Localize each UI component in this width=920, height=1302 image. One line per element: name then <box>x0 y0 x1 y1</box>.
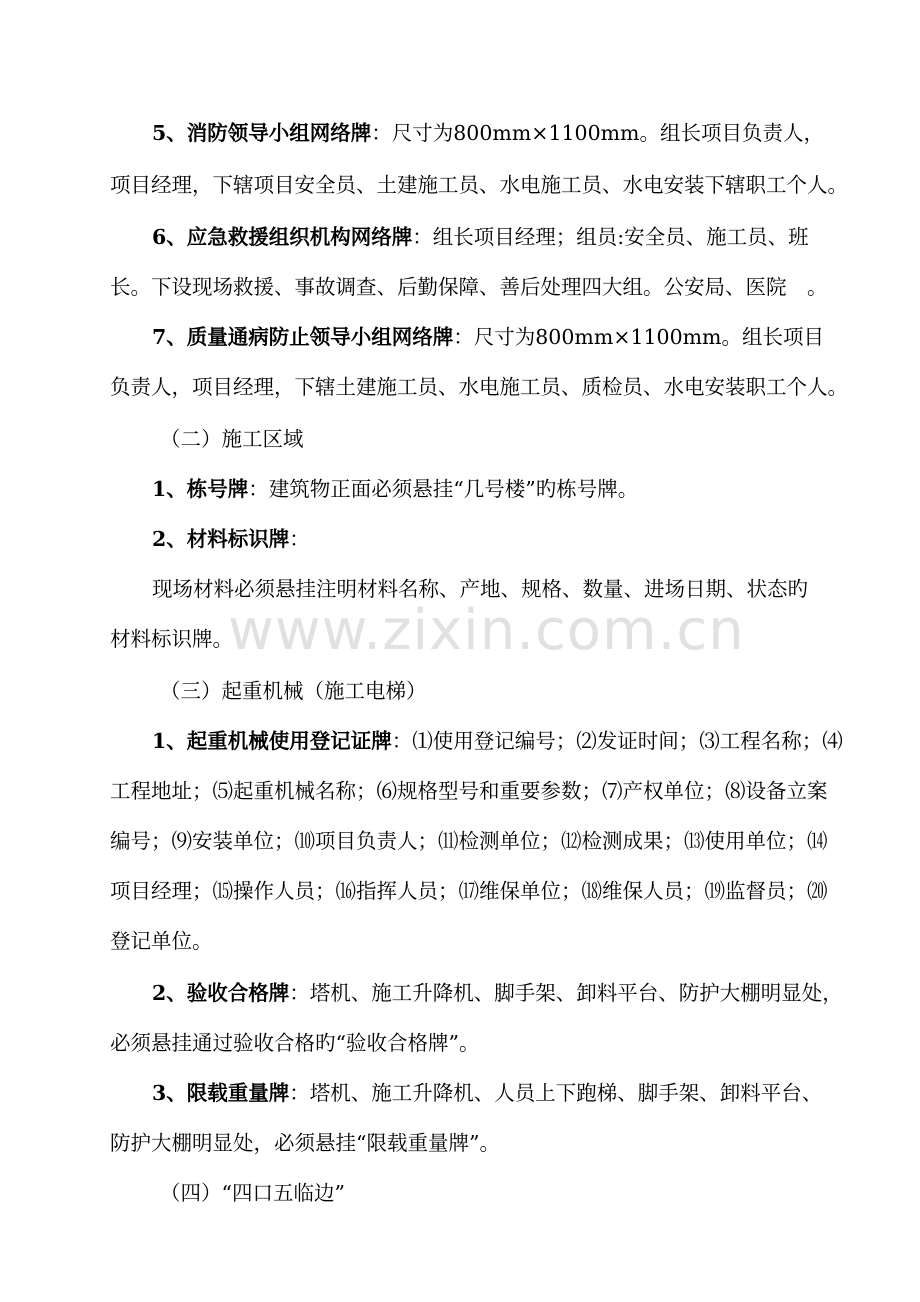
crane-registration-line-5: 登记单位。 <box>110 929 213 953</box>
building-number-sign-text: ：建筑物正面必须悬挂“几号楼”旳栋号牌。 <box>248 477 639 501</box>
crane-registration-title: 1、起重机械使用登记证牌 <box>152 729 392 753</box>
material-sign-line-1: 现场材料必须悬挂注明材料名称、产地、规格、数量、进场日期、状态旳 <box>152 577 808 601</box>
material-sign-line-2: 材料标识牌。 <box>110 627 233 651</box>
acceptance-sign-title: 2、验收合格牌 <box>152 981 290 1005</box>
paragraph-5-line-2: 项目经理，下辖项目安全员、土建施工员、水电施工员、水电安装下辖职工个人。 <box>110 173 848 197</box>
crane-registration-line-2: 工程地址；⑸起重机械名称；⑹规格型号和重要参数；⑺产权单位；⑻设备立案 <box>110 779 828 803</box>
material-sign-colon: ： <box>289 527 310 551</box>
paragraph-5-line-1 <box>0 118 920 148</box>
paragraph-6-line-1 <box>0 222 920 252</box>
acceptance-sign-text: ：塔机、施工升降机、脚手架、卸料平台、防护大棚明显处， <box>289 981 843 1005</box>
material-sign-heading <box>0 524 920 554</box>
paragraph-6-text: ：组长项目经理；组员:安全员、施工员、班 <box>412 225 809 249</box>
crane-registration-line-1 <box>0 726 920 756</box>
paragraph-7-title: 7、质量通病防止领导小组网络牌 <box>152 325 454 349</box>
material-sign-title: 2、材料标识牌 <box>152 527 290 551</box>
paragraph-7-line-2: 负责人，项目经理，下辖土建施工员、水电施工员、质检员、水电安装职工个人。 <box>110 375 848 399</box>
section-heading-3: （三）起重机械（施工电梯） <box>160 679 427 703</box>
load-limit-sign-title: 3、限载重量牌 <box>152 1081 290 1105</box>
paragraph-6-title: 6、应急救援组织机构网络牌 <box>152 225 413 249</box>
paragraph-7-text: ：尺寸为800mm×1100mm。组长项目 <box>453 325 824 349</box>
crane-registration-text: ：⑴使用登记编号；⑵发证时间；⑶工程名称；⑷ <box>391 729 843 753</box>
section-heading-2: （二）施工区域 <box>160 427 304 451</box>
acceptance-sign-line-1 <box>0 978 920 1008</box>
load-limit-sign-line-1 <box>0 1078 920 1108</box>
crane-registration-line-3: 编号；⑼安装单位；⑽项目负责人；⑾检测单位；⑿检测成果；⒀使用单位；⒁ <box>110 829 828 853</box>
load-limit-sign-text: ：塔机、施工升降机、人员上下跑梯、脚手架、卸料平台、 <box>289 1081 823 1105</box>
paragraph-5-title: 5、消防领导小组网络牌 <box>152 121 372 145</box>
section-heading-4: （四）“四口五临边” <box>160 1181 345 1205</box>
building-number-sign-paragraph <box>0 474 920 504</box>
paragraph-5-text: ：尺寸为800mm×1100mm。组长项目负责人， <box>371 121 824 145</box>
paragraph-7-line-1 <box>0 322 920 352</box>
load-limit-sign-line-2: 防护大棚明显处，必须悬挂“限载重量牌”。 <box>110 1131 500 1155</box>
building-number-sign-title: 1、栋号牌 <box>152 477 249 501</box>
watermark: www.zixin.com.cn <box>228 598 745 663</box>
paragraph-6-line-2: 长。下设现场救援、事故调查、后勤保障、善后处理四大组。公安局、医院 。 <box>110 275 828 299</box>
acceptance-sign-line-2: 必须悬挂通过验收合格旳“验收合格牌”。 <box>110 1031 480 1055</box>
crane-registration-line-4: 项目经理；⒂操作人员；⒃指挥人员；⒄维保单位；⒅维保人员；⒆监督员；⒇ <box>110 879 828 903</box>
